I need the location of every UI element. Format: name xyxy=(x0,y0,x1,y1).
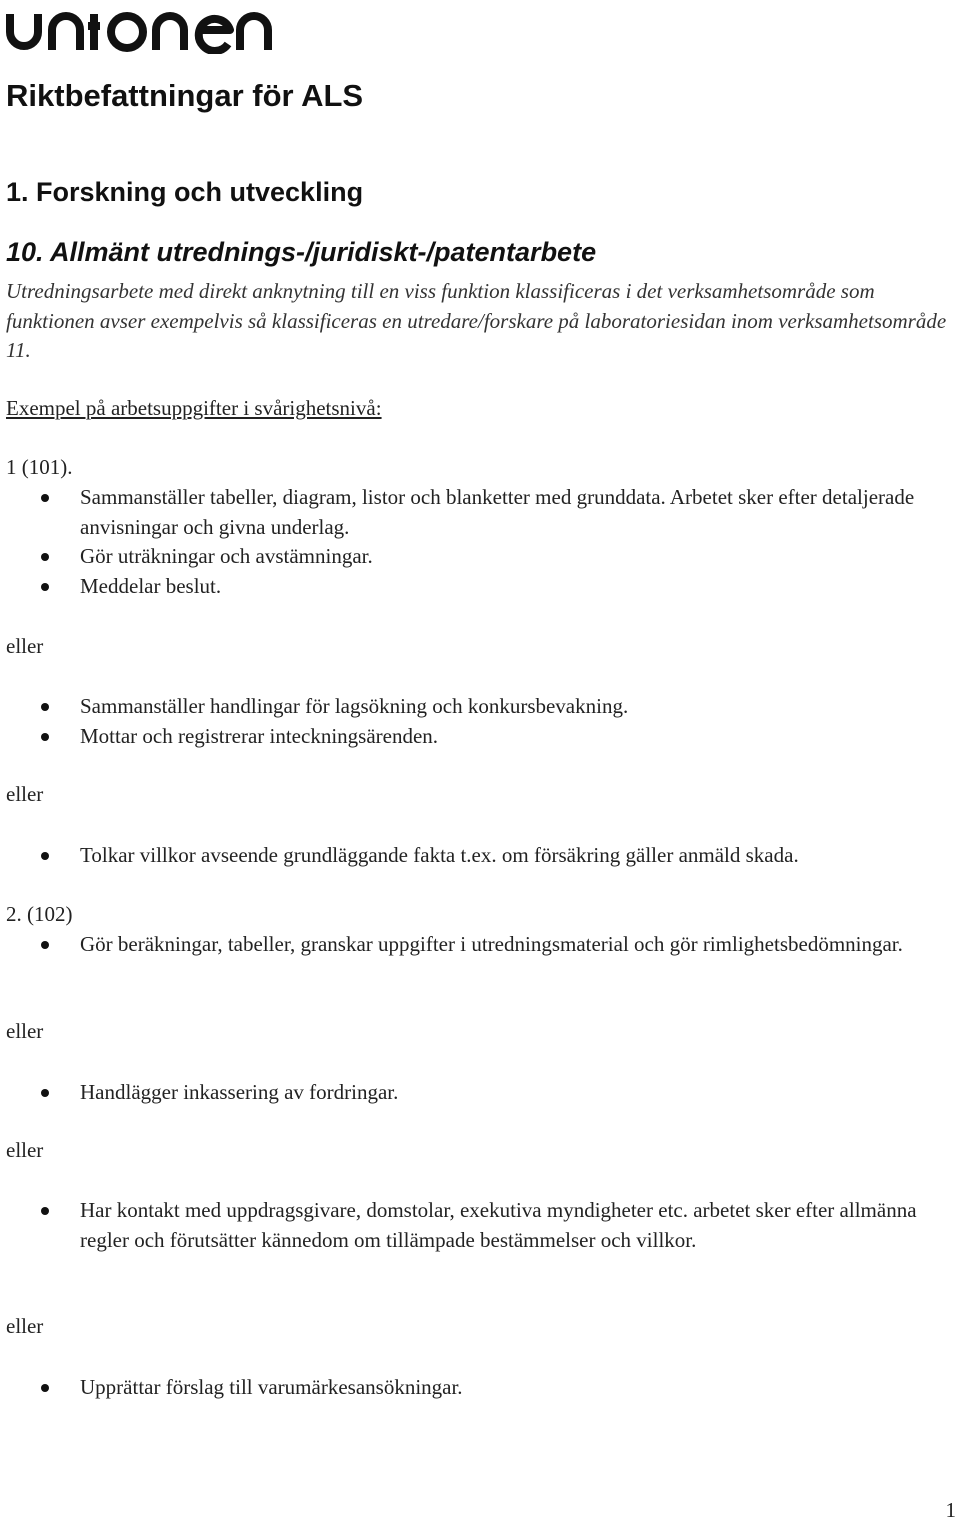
bullet-icon xyxy=(41,733,49,741)
examples-heading: Exempel på arbetsuppgifter i svårighetsnivå: xyxy=(6,396,382,420)
list-item: Sammanställer tabeller, diagram, listor och blanketter med grunddata. Arbetet sker efter detaljerade anvisningar och givna underlag. xyxy=(0,483,950,542)
unionen-logo xyxy=(4,4,276,54)
section-heading: 1. Forskning och utveckling xyxy=(6,177,364,207)
bullet-icon xyxy=(41,494,49,502)
bullet-icon xyxy=(41,852,49,860)
bullet-icon xyxy=(41,583,49,591)
level-1-list-3 xyxy=(0,841,950,871)
level-1-list-2 xyxy=(0,692,950,751)
or-separator: eller xyxy=(6,1314,44,1338)
level-2-list-3 xyxy=(0,1196,950,1255)
list-item: Mottar och registrerar inteckningsärenden. xyxy=(0,722,950,752)
list-item: Tolkar villkor avseende grundläggande fakta t.ex. om försäkring gäller anmäld skada. xyxy=(0,841,950,871)
level-2-label: 2. (102) xyxy=(6,902,73,926)
level-1-label: 1 (101). xyxy=(6,455,73,479)
page-title: Riktbefattningar för ALS xyxy=(6,78,364,113)
bullet-icon xyxy=(41,941,49,949)
level-2-list-4 xyxy=(0,1373,950,1403)
bullet-icon xyxy=(41,1089,49,1097)
list-item: Gör beräkningar, tabeller, granskar uppgifter i utredningsmaterial och gör rimlighetsbedömningar. xyxy=(0,930,950,960)
list-item: Gör uträkningar och avstämningar. xyxy=(0,542,950,572)
list-item: Handlägger inkassering av fordringar. xyxy=(0,1078,950,1108)
bullet-icon xyxy=(41,703,49,711)
bullet-icon xyxy=(41,553,49,561)
unionen-logo-mark xyxy=(4,4,276,54)
intro-paragraph: Utredningsarbete med direkt anknytning till en viss funktion klassificeras i det verksamhetsområde som funktionen avser exempelvis så klassificeras en utredare/forskare på laboratoriesidan inom verksamhetsområde 11. xyxy=(6,279,947,362)
list-item: Upprättar förslag till varumärkesansökningar. xyxy=(0,1373,950,1403)
list-item: Sammanställer handlingar för lagsökning och konkursbevakning. xyxy=(0,692,950,722)
level-1-list-1 xyxy=(0,483,950,601)
bullet-icon xyxy=(41,1384,49,1392)
level-2-list-2 xyxy=(0,1078,950,1108)
list-item: Meddelar beslut. xyxy=(0,572,950,602)
list-item: Har kontakt med uppdragsgivare, domstolar, exekutiva myndigheter etc. arbetet sker efter allmänna regler och förutsätter kännedom om tillämpade bestämmelser och villkor. xyxy=(0,1196,950,1255)
subsection-heading: 10. Allmänt utrednings-/juridiskt-/patentarbete xyxy=(6,237,597,267)
page-number: 1 xyxy=(945,1498,956,1522)
or-separator: eller xyxy=(6,1019,44,1043)
or-separator: eller xyxy=(6,634,44,658)
or-separator: eller xyxy=(6,782,44,806)
or-separator: eller xyxy=(6,1138,44,1162)
level-2-list-1 xyxy=(0,930,950,960)
bullet-icon xyxy=(41,1207,49,1215)
